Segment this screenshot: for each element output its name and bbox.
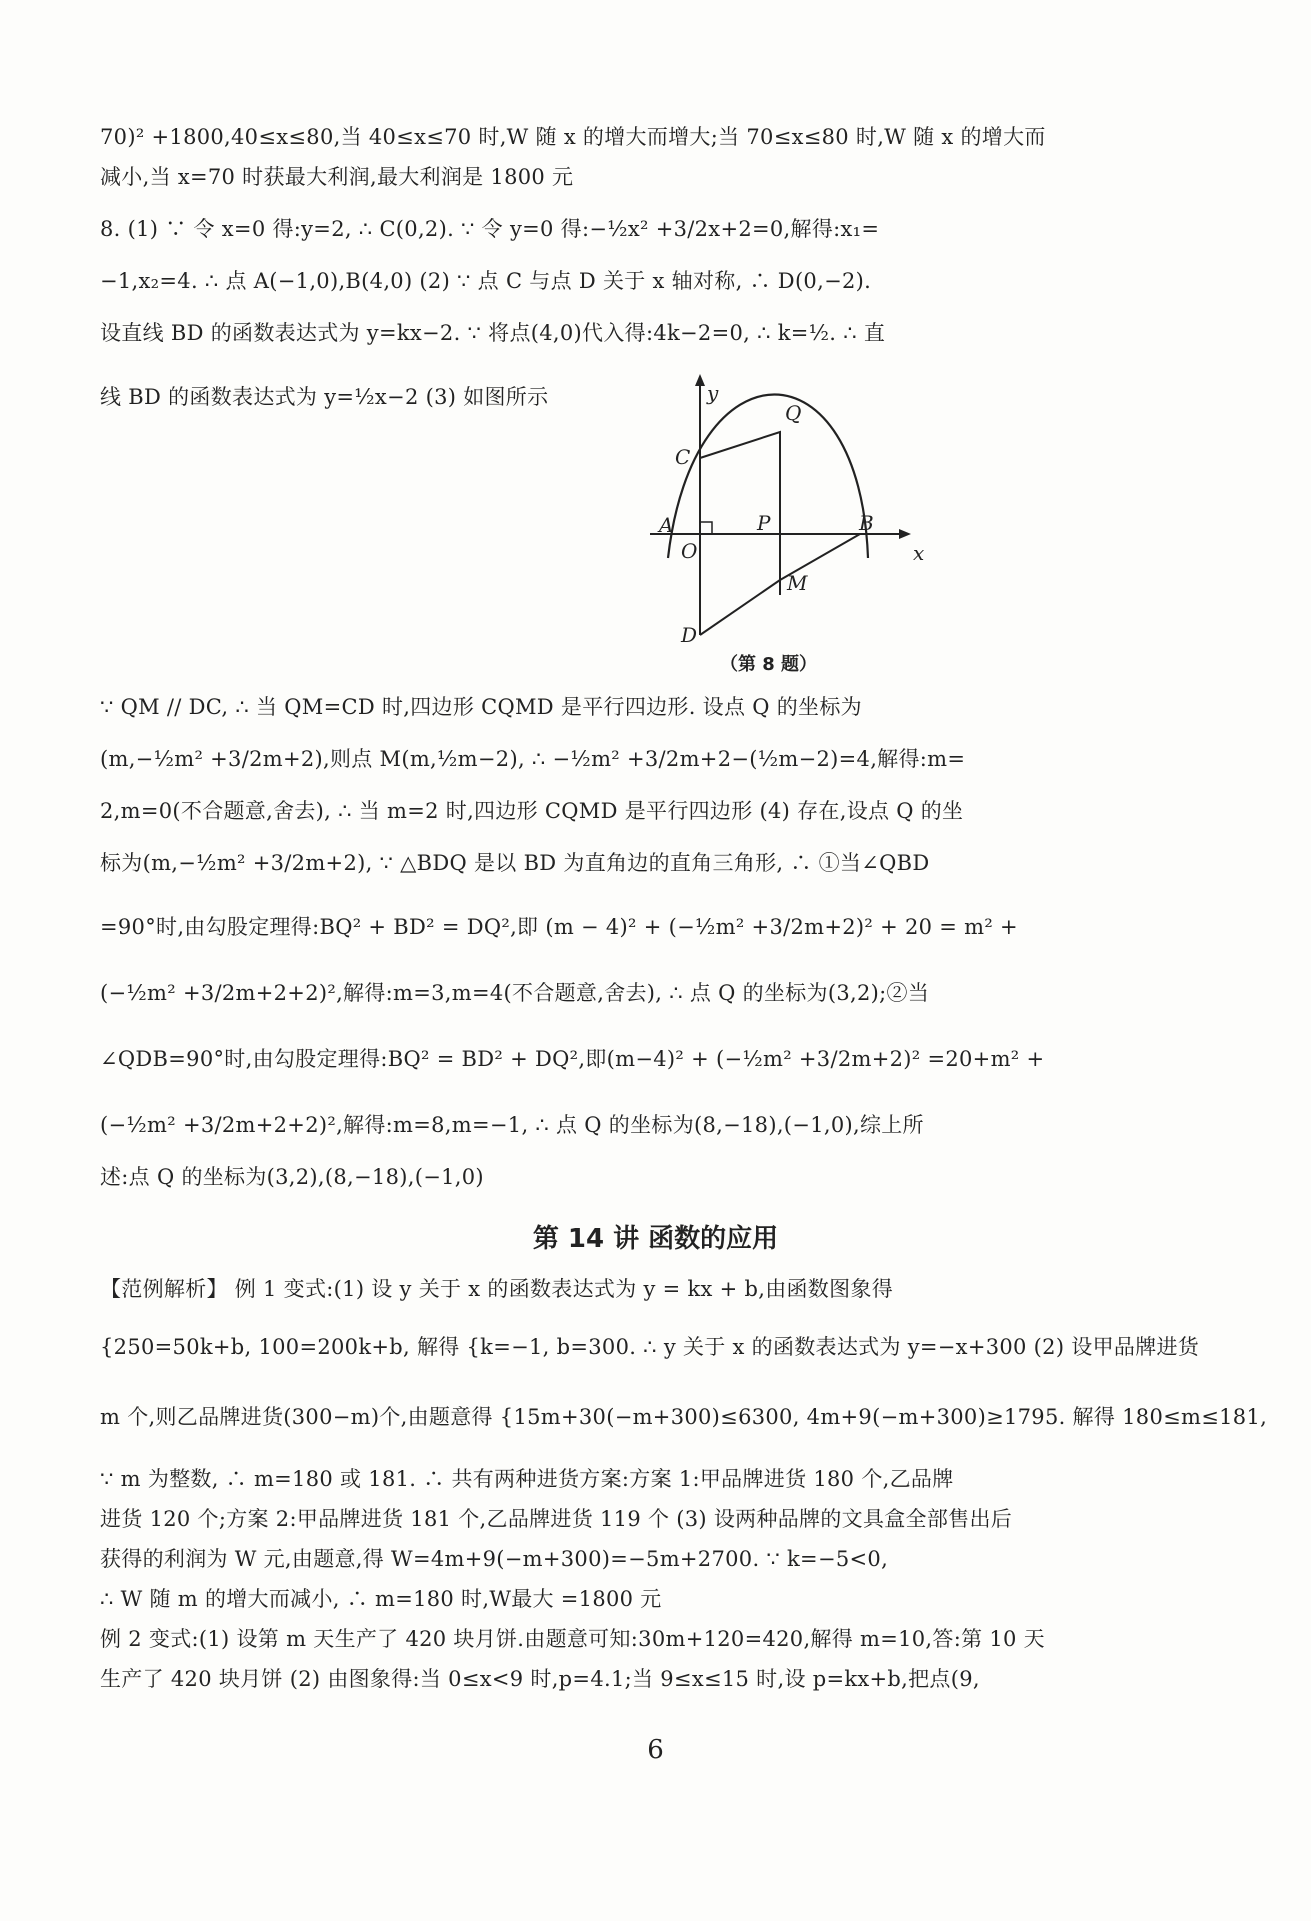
text-line: 设直线 BD 的函数表达式为 y=kx−2. ∵ 将点(4,0)代入得:4k−2=0, ∴ k=½. ∴ 直	[100, 321, 886, 345]
label-x: x	[913, 541, 925, 565]
text-line: 8. (1) ∵ 令 x=0 得:y=2, ∴ C(0,2). ∵ 令 y=0 得:−½x² +3/2x+2=0,解得:x₁=	[100, 217, 880, 241]
text-line: 线 BD 的函数表达式为 y=½x−2 (3) 如图所示	[100, 385, 549, 409]
text-line: {250=50k+b, 100=200k+b, 解得 {k=−1, b=300. ∴ y 关于 x 的函数表达式为 y=−x+300 (2) 设甲品牌进货	[100, 1335, 1200, 1359]
text-line: 进货 120 个;方案 2:甲品牌进货 181 个,乙品牌进货 119 个 (3) 设两种品牌的文具盒全部售出后	[100, 1507, 1013, 1531]
parabola-figure	[645, 370, 935, 655]
text-line: 获得的利润为 W 元,由题意,得 W=4m+9(−m+300)=−5m+2700. ∵ k=−5<0,	[100, 1547, 889, 1571]
text-line: (−½m² +3/2m+2+2)²,解得:m=3,m=4(不合题意,舍去), ∴ 点 Q 的坐标为(3,2);②当	[100, 981, 930, 1005]
text-line: 生产了 420 块月饼 (2) 由图象得:当 0≤x<9 时,p=4.1;当 9≤x≤15 时,设 p=kx+b,把点(9,	[100, 1667, 980, 1691]
label-C: C	[675, 445, 691, 469]
text-line: m 个,则乙品牌进货(300−m)个,由题意得 {15m+30(−m+300)≤6300, 4m+9(−m+300)≥1795. 解得 180≤m≤181,	[100, 1405, 1268, 1429]
text-line: ∠QDB=90°时,由勾股定理得:BQ² = BD² + DQ²,即(m−4)² + (−½m² +3/2m+2)² =20+m² +	[100, 1047, 1045, 1071]
section-heading: 第 14 讲 函数的应用	[532, 1224, 779, 1254]
page-number: 6	[647, 1735, 664, 1765]
label-A: A	[659, 513, 674, 537]
text-line: 70)² +1800,40≤x≤80,当 40≤x≤70 时,W 随 x 的增大而增大;当 70≤x≤80 时,W 随 x 的增大而	[100, 125, 1046, 149]
label-M: M	[787, 571, 808, 595]
label-Q: Q	[785, 401, 802, 425]
text-line: =90°时,由勾股定理得:BQ² + BD² = DQ²,即 (m − 4)² + (−½m² +3/2m+2)² + 20 = m² +	[100, 915, 1018, 939]
text-line: 例 2 变式:(1) 设第 m 天生产了 420 块月饼.由题意可知:30m+120=420,解得 m=10,答:第 10 天	[100, 1627, 1045, 1651]
figure-caption: （第 8 题）	[720, 654, 818, 675]
text-line: (m,−½m² +3/2m+2),则点 M(m,½m−2), ∴ −½m² +3/2m+2−(½m−2)=4,解得:m=	[100, 747, 966, 771]
label-y: y	[707, 381, 719, 405]
text-line: −1,x₂=4. ∴ 点 A(−1,0),B(4,0) (2) ∵ 点 C 与点 D 关于 x 轴对称, ∴ D(0,−2).	[100, 269, 872, 293]
label-D: D	[681, 623, 698, 647]
label-P: P	[757, 511, 771, 535]
text-line: ∴ W 随 m 的增大而减小, ∴ m=180 时,W最大 =1800 元	[100, 1587, 662, 1611]
text-line: 【范例解析】 例 1 变式:(1) 设 y 关于 x 的函数表达式为 y = kx + b,由函数图象得	[100, 1277, 894, 1301]
text-line: (−½m² +3/2m+2+2)²,解得:m=8,m=−1, ∴ 点 Q 的坐标为(8,−18),(−1,0),综上所	[100, 1113, 924, 1137]
text-line: 2,m=0(不合题意,舍去), ∴ 当 m=2 时,四边形 CQMD 是平行四边形 (4) 存在,设点 Q 的坐	[100, 799, 964, 823]
text-line: 减小,当 x=70 时获最大利润,最大利润是 1800 元	[100, 165, 574, 189]
label-O: O	[681, 539, 698, 563]
text-line: ∵ QM // DC, ∴ 当 QM=CD 时,四边形 CQMD 是平行四边形. 设点 Q 的坐标为	[100, 695, 862, 719]
text-line: 标为(m,−½m² +3/2m+2), ∵ △BDQ 是以 BD 为直角边的直角三角形, ∴ ①当∠QBD	[100, 851, 930, 875]
text-line: 述:点 Q 的坐标为(3,2),(8,−18),(−1,0)	[100, 1165, 484, 1189]
label-B: B	[859, 511, 874, 535]
text-line: ∵ m 为整数, ∴ m=180 或 181. ∴ 共有两种进货方案:方案 1:甲品牌进货 180 个,乙品牌	[100, 1467, 954, 1491]
